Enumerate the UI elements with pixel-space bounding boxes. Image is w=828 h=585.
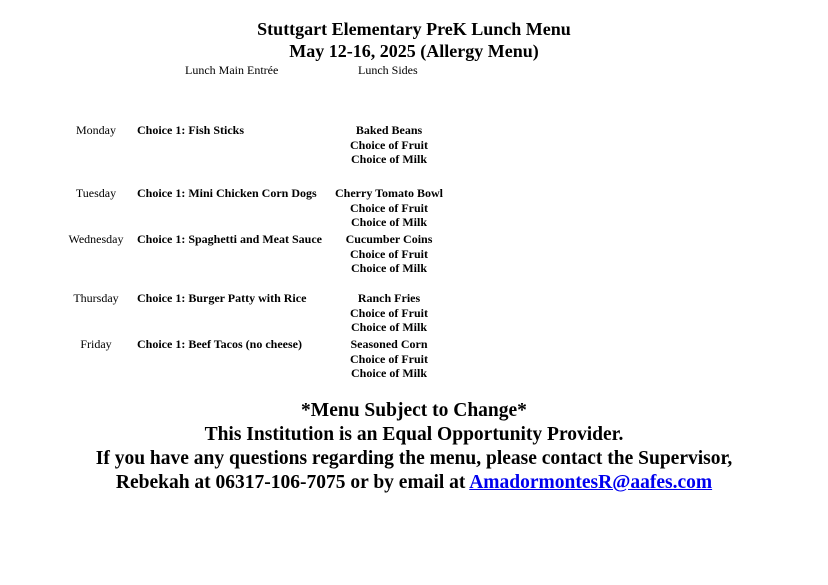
side-item: Baked Beans bbox=[355, 123, 423, 137]
sides-friday bbox=[330, 337, 448, 381]
side-item: Choice of Milk bbox=[351, 152, 427, 167]
menu-change-notice: *Menu Subject to Change* bbox=[301, 400, 527, 421]
side-item: Cucumber Coins bbox=[345, 232, 433, 246]
menu-title: Stuttgart Elementary PreK Lunch Menu bbox=[257, 19, 571, 39]
sides-thursday bbox=[330, 291, 448, 335]
day-label-tuesday: Tuesday bbox=[75, 186, 117, 200]
side-item: Seasoned Corn bbox=[350, 337, 428, 351]
day-label-wednesday: Wednesday bbox=[68, 232, 124, 246]
entree-monday: Choice 1: Fish Sticks bbox=[137, 123, 245, 137]
entree-tuesday: Choice 1: Mini Chicken Corn Dogs bbox=[137, 186, 317, 200]
sides-wednesday bbox=[330, 232, 448, 276]
column-header-entree: Lunch Main Entrée bbox=[185, 63, 279, 77]
side-item: Choice of Milk bbox=[351, 320, 427, 335]
side-item: Ranch Fries bbox=[357, 291, 421, 305]
side-item: Choice of Fruit bbox=[350, 137, 428, 152]
equal-opportunity-notice: This Institution is an Equal Opportunity Provider. bbox=[204, 424, 624, 445]
day-label-friday: Friday bbox=[80, 337, 112, 351]
menu-date-range: May 12-16, 2025 (Allergy Menu) bbox=[289, 41, 539, 61]
side-item: Choice of Fruit bbox=[350, 200, 428, 215]
side-item: Choice of Fruit bbox=[350, 305, 428, 320]
contact-phone-text: Rebekah at 06317-106-7075 or by email at bbox=[115, 472, 470, 493]
sides-tuesday bbox=[330, 186, 448, 230]
contact-line bbox=[0, 471, 828, 495]
supervisor-email-link[interactable]: AmadormontesR@aafes.com bbox=[469, 472, 713, 493]
column-header-sides: Lunch Sides bbox=[358, 63, 418, 77]
side-item: Choice of Milk bbox=[351, 366, 427, 381]
side-item: Choice of Milk bbox=[351, 261, 427, 276]
entree-wednesday: Choice 1: Spaghetti and Meat Sauce bbox=[137, 232, 322, 246]
side-item: Choice of Milk bbox=[351, 215, 427, 230]
side-item: Choice of Fruit bbox=[350, 246, 428, 261]
day-label-monday: Monday bbox=[76, 123, 116, 137]
entree-thursday: Choice 1: Burger Patty with Rice bbox=[137, 291, 307, 305]
side-item: Cherry Tomato Bowl bbox=[335, 186, 443, 200]
entree-friday: Choice 1: Beef Tacos (no cheese) bbox=[137, 337, 302, 351]
contact-notice: If you have any questions regarding the menu, please contact the Supervisor, bbox=[95, 448, 733, 469]
side-item: Choice of Fruit bbox=[350, 351, 428, 366]
sides-monday bbox=[330, 123, 448, 167]
day-label-thursday: Thursday bbox=[73, 291, 119, 305]
